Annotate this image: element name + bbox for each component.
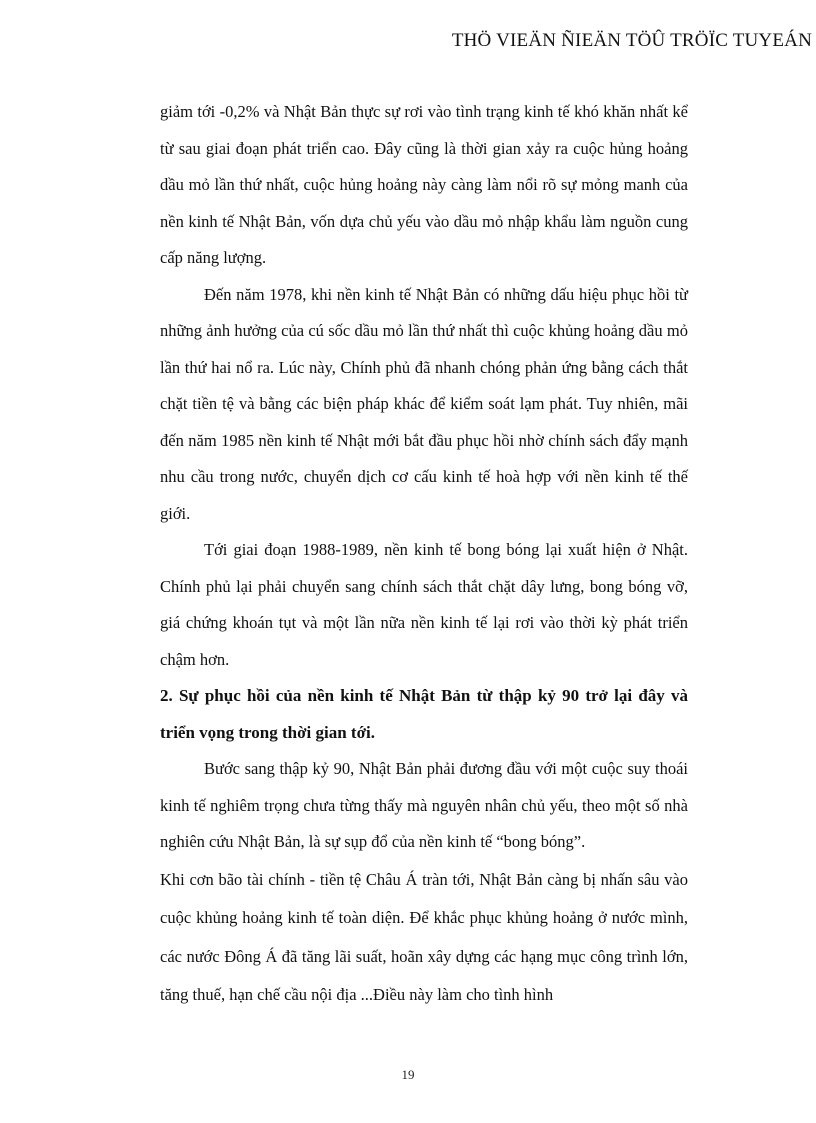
section-heading: 2. Sự phục hồi của nền kinh tế Nhật Bản từ thập kỷ 90 trở lại đây và triển vọng trong thời gian tới. (160, 686, 688, 742)
page-header: THÖ VIEÄN ÑIEÄN TÖÛ TRÖÏC TUYEÁN (451, 30, 812, 51)
paragraph-2: Đến năm 1978, khi nền kinh tế Nhật Bản có những dấu hiệu phục hồi từ những ảnh hưởng của cú sốc dầu mỏ lần thứ nhất thì cuộc khủng hoảng dầu mỏ lần thứ hai nổ ra. Lúc này, Chính phủ đã nhanh chóng phản ứng bằng cách thắt chặt tiền tệ và bằng các biện pháp khác để kiểm soát lạm phát. Tuy nhiên, mãi đến năm 1985 nền kinh tế Nhật mới bắt đầu phục hồi nhờ chính sách đẩy mạnh nhu cầu trong nước, chuyển dịch cơ cấu kinh tế hoà hợp với nền kinh tế thế giới. (160, 284, 688, 523)
paragraph-4: Bước sang thập kỷ 90, Nhật Bản phải đương đầu với một cuộc suy thoái kinh tế nghiêm trọng chưa từng thấy mà nguyên nhân chủ yếu, theo một số nhà nghiên cứu Nhật Bản, là sự sụp đổ của nền kinh tế “bong bóng”. (160, 759, 688, 851)
paragraph-5: Khi cơn bão tài chính - tiền tệ Châu Á tràn tới, Nhật Bản càng bị nhấn sâu vào cuộc khủng hoảng kinh tế toàn diện. Để khắc phục khủng hoảng ở nước mình, các nước Đông Á đã tăng lãi suất, hoãn xây dựng các hạng mục công trình lớn, tăng thuế, hạn chế cầu nội địa ...Điều này làm cho tình hình (160, 869, 688, 1004)
page-number: 19 (401, 1067, 415, 1082)
document-body (160, 94, 688, 1015)
paragraph-3: Tới giai đoạn 1988-1989, nền kinh tế bong bóng lại xuất hiện ở Nhật. Chính phủ lại phải chuyển sang chính sách thắt chặt dây lưng, bong bóng vỡ, giá chứng khoán tụt và một lần nữa nền kinh tế lại rơi vào thời kỳ phát triển chậm hơn. (160, 540, 688, 669)
paragraph-1: giảm tới -0,2% và Nhật Bản thực sự rơi vào tình trạng kinh tế khó khăn nhất kể từ sau giai đoạn phát triển cao. Đây cũng là thời gian xảy ra cuộc hủng hoảng dầu mỏ lần thứ nhất, cuộc hủng hoảng này càng làm nổi rõ sự mỏng manh của nền kinh tế Nhật Bản, vốn dựa chủ yếu vào dầu mỏ nhập khẩu làm nguồn cung cấp năng lượng. (160, 102, 688, 267)
